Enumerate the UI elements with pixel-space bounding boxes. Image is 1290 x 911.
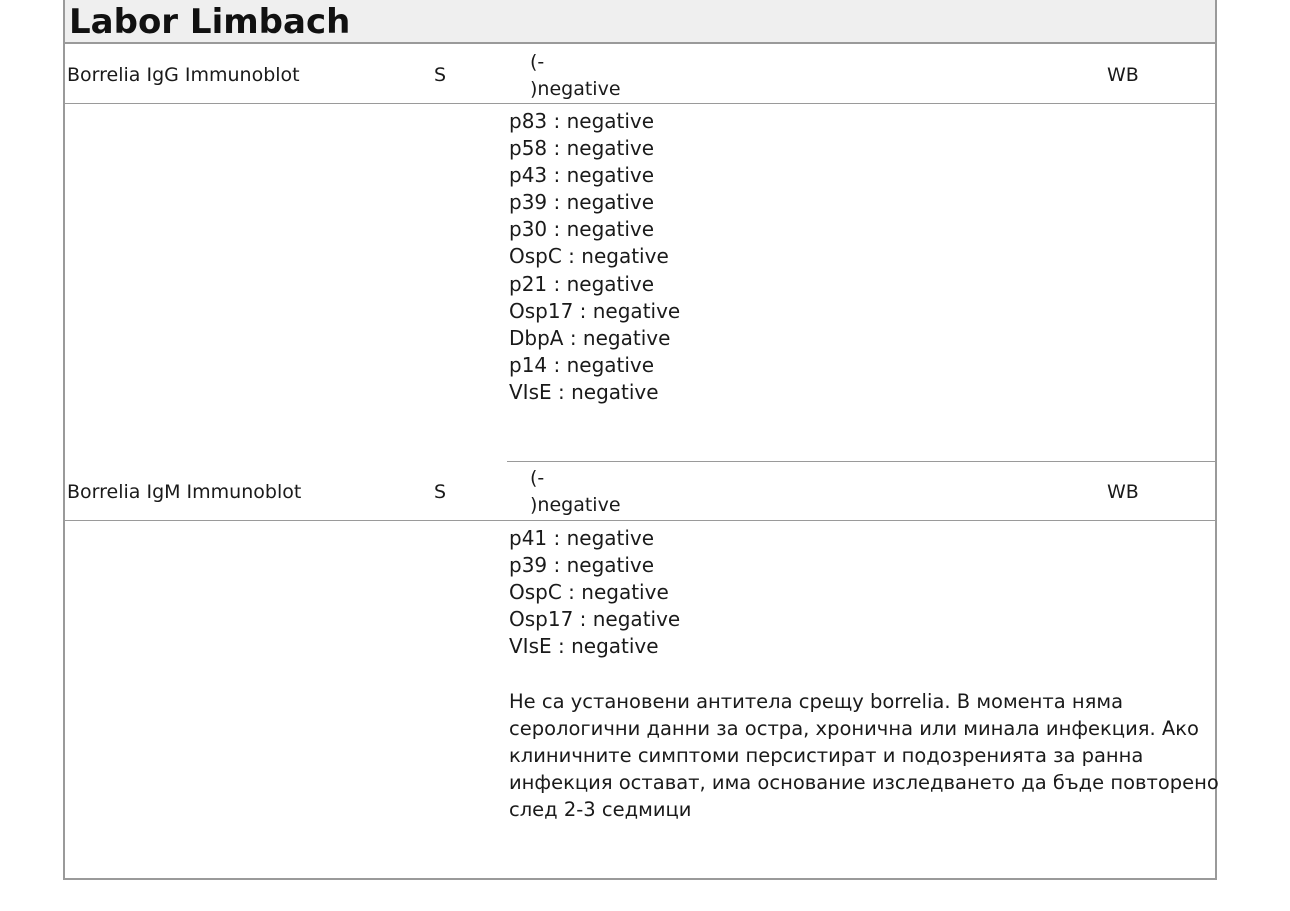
- test-name-igm: Borrelia IgM Immunoblot: [67, 481, 302, 503]
- material-igg: S: [434, 64, 447, 86]
- interpretation-comment: Не са установени антитела срещу borrelia. В момента няма серологични данни за остра, хронична или минала инфекция. Ако клиничните симптоми персистират и подозренията за ранна инфекция остават, има основание изследването да бъде повторено след 2-3 седмици: [509, 690, 1219, 821]
- band-result: p39 : negative: [509, 553, 655, 578]
- band-list-igg: [509, 108, 680, 406]
- band-result: p41 : negative: [509, 526, 655, 550]
- test-name-igg: Borrelia IgG Immunoblot: [67, 64, 300, 86]
- method-igg: WB: [1107, 64, 1139, 86]
- band-result: p21 : negative: [509, 271, 655, 296]
- row-divider: [507, 461, 1217, 462]
- band-list-igm: [509, 525, 680, 660]
- report-header: [63, 0, 1217, 44]
- band-result: p83 : negative: [509, 109, 655, 133]
- band-result: Osp17 : negative: [509, 298, 681, 323]
- band-result: Osp17 : negative: [509, 607, 681, 632]
- band-result: DbpA : negative: [509, 325, 671, 350]
- band-result: p14 : negative: [509, 352, 655, 377]
- band-result: p58 : negative: [509, 136, 655, 161]
- band-result: OspC : negative: [509, 580, 669, 605]
- result-igg-line2: )negative: [530, 78, 621, 100]
- band-result: p43 : negative: [509, 163, 655, 188]
- result-igm-line2: )negative: [530, 494, 621, 516]
- row-divider: [63, 520, 1217, 521]
- band-result: VIsE : negative: [509, 379, 659, 404]
- row-divider: [63, 103, 1217, 104]
- band-result: p39 : negative: [509, 190, 655, 215]
- band-result: OspC : negative: [509, 244, 669, 269]
- lab-title: Labor Limbach: [69, 2, 351, 42]
- result-igm-line1: (-: [530, 467, 545, 489]
- material-igm: S: [434, 481, 447, 503]
- method-igm: WB: [1107, 481, 1139, 503]
- result-igg-line1: (-: [530, 51, 545, 73]
- band-result: VIsE : negative: [509, 634, 659, 659]
- band-result: p30 : negative: [509, 217, 655, 242]
